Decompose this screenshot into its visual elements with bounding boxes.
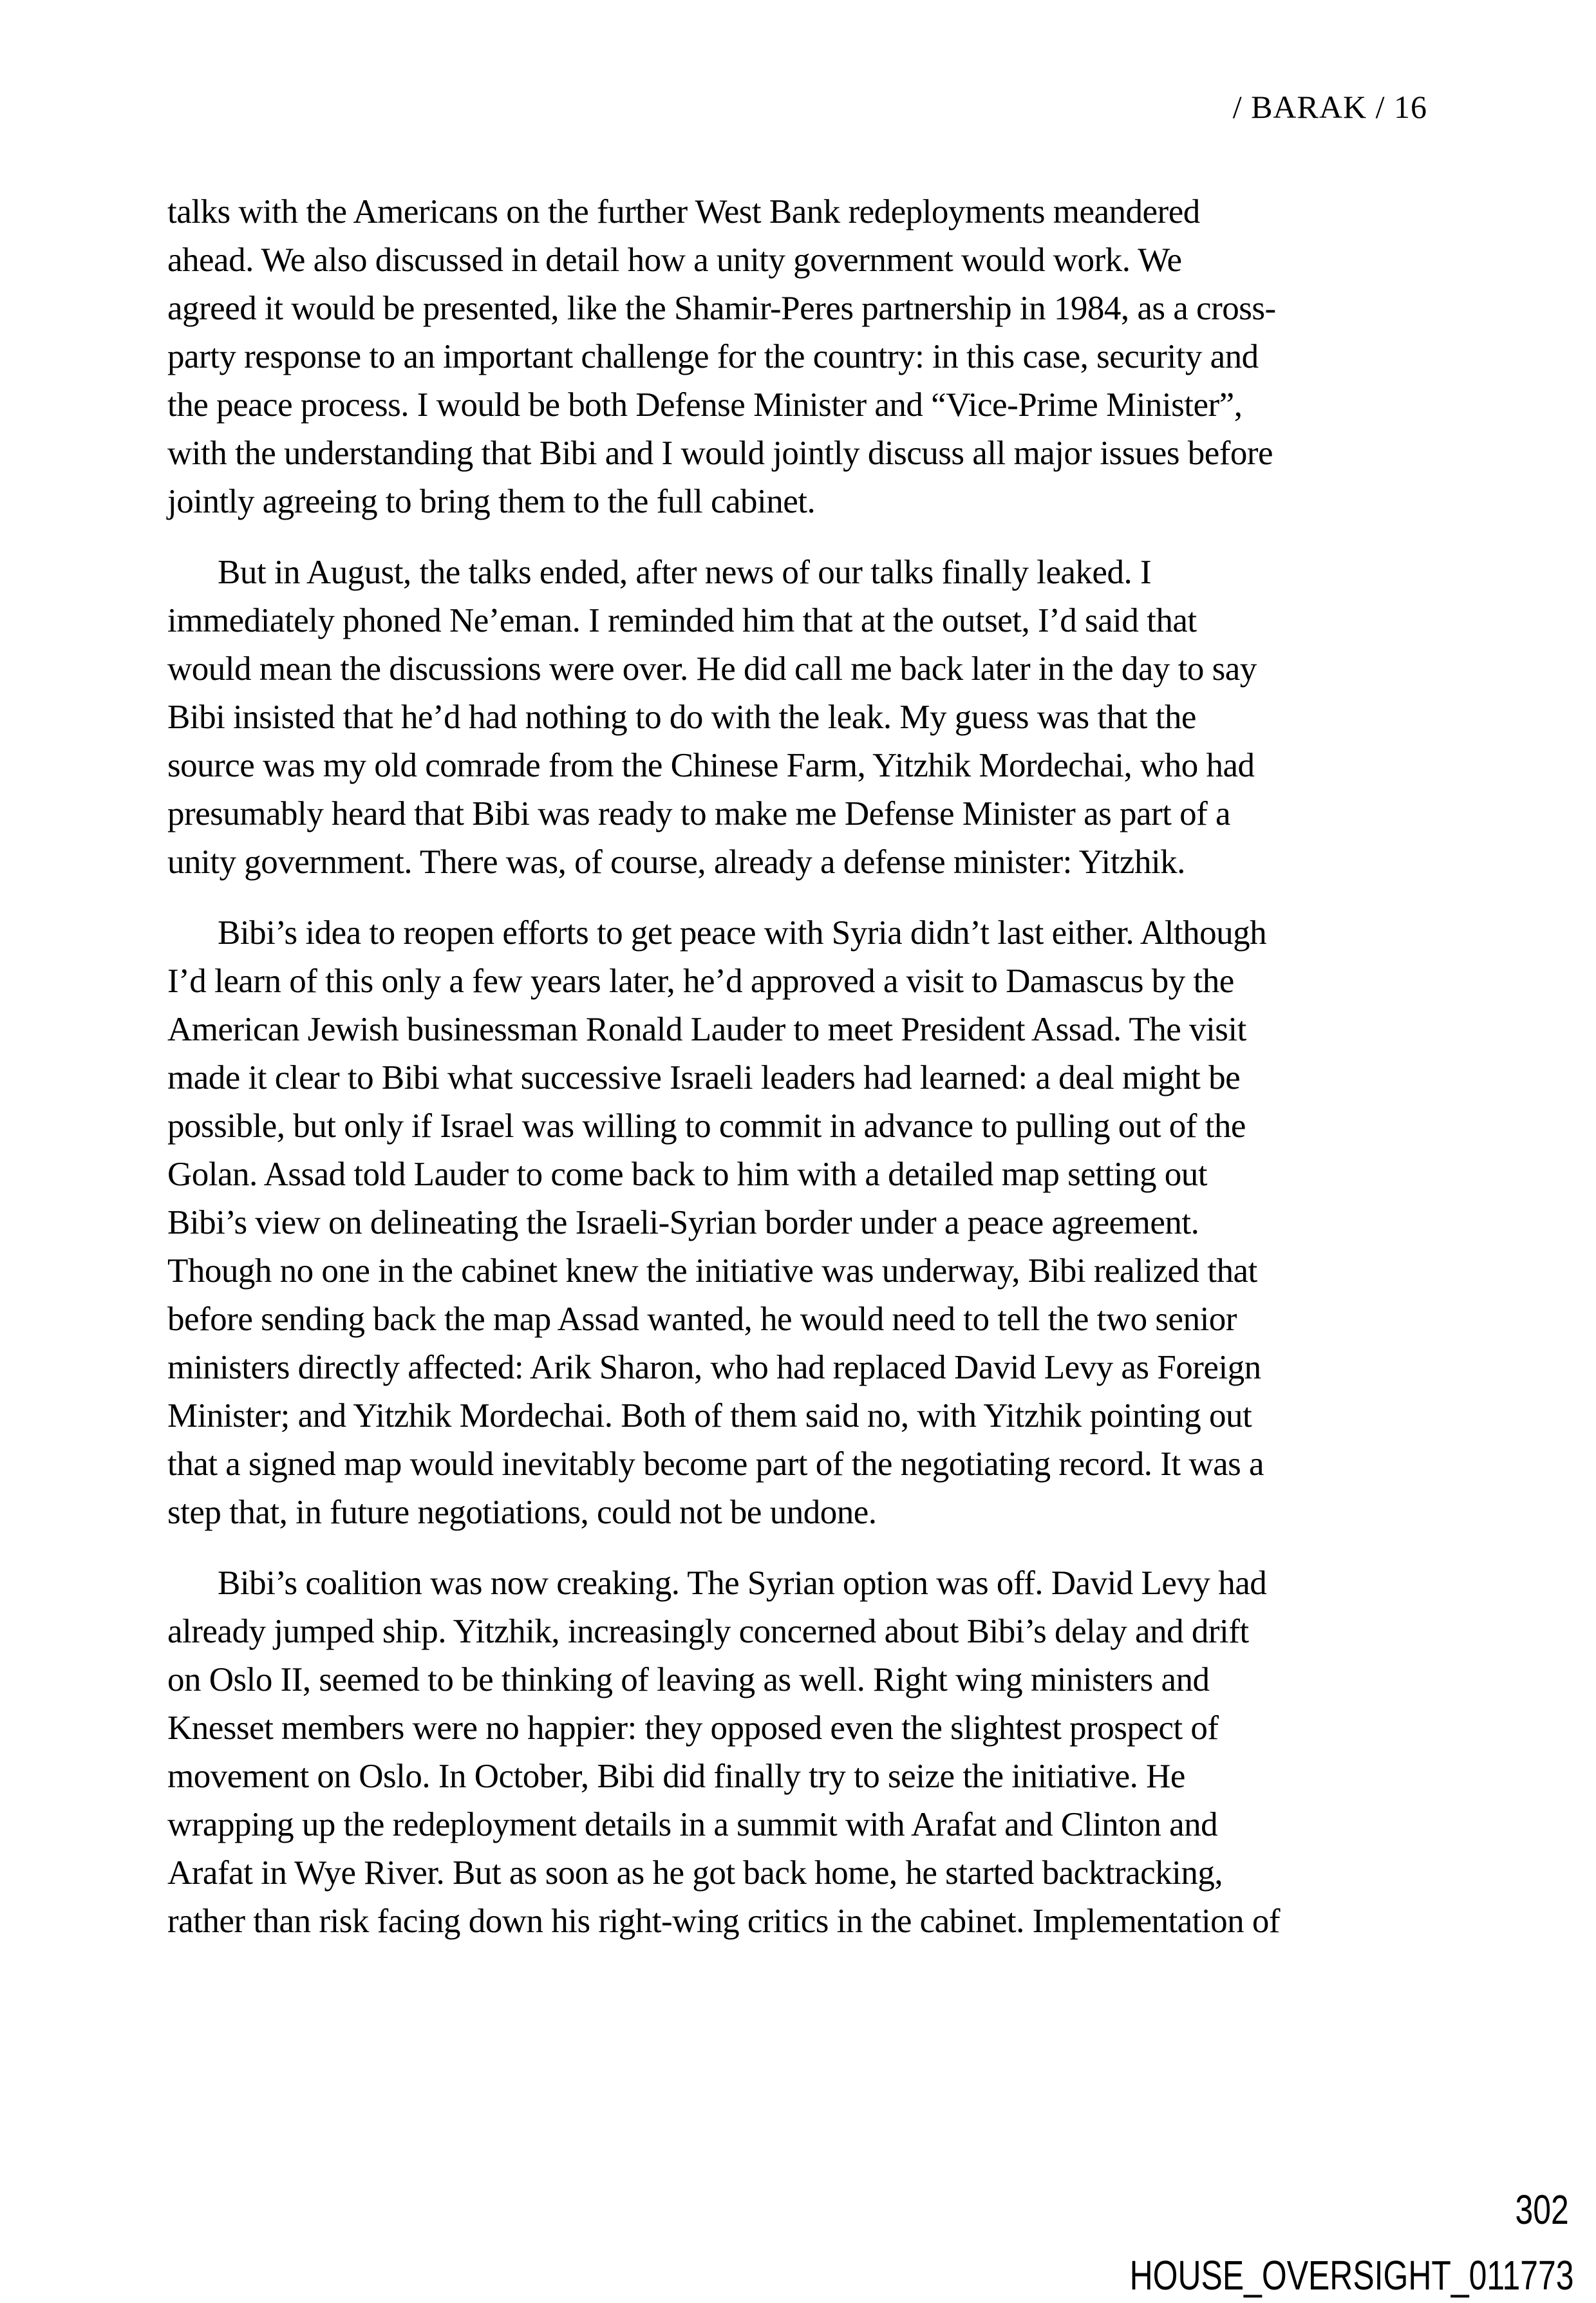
body-line: Bibi’s view on delineating the Israeli-Syrian border under a peace agreement. (167, 1204, 1199, 1241)
body-line: Bibi’s idea to reopen efforts to get peace with Syria didn’t last either. Although (218, 914, 1267, 952)
body-paragraph (167, 549, 1494, 887)
body-line: wrapping up the redeployment details in a summit with Arafat and Clinton and (167, 1806, 1218, 1843)
body-line: before sending back the map Assad wanted, he would need to tell the two senior (167, 1301, 1237, 1338)
body-line: possible, but only if Israel was willing to commit in advance to pulling out of the (167, 1107, 1246, 1145)
body-line: Minister; and Yitzhik Mordechai. Both of them said no, with Yitzhik pointing out (167, 1397, 1252, 1434)
body-line: movement on Oslo. In October, Bibi did finally try to seize the initiative. He (167, 1758, 1185, 1795)
body-line: agreed it would be presented, like the Shamir-Peres partnership in 1984, as a cross- (167, 290, 1276, 327)
body-line: Bibi insisted that he’d had nothing to do with the leak. My guess was that the (167, 699, 1196, 736)
body-line: Knesset members were no happier: they opposed even the slightest prospect of (167, 1709, 1219, 1747)
body-line: immediately phoned Ne’eman. I reminded him that at the outset, I’d said that (167, 602, 1197, 639)
body-line: ahead. We also discussed in detail how a unity government would work. We (167, 241, 1182, 279)
body-line: talks with the Americans on the further West Bank redeployments meandered (167, 193, 1200, 230)
body-line: made it clear to Bibi what successive Israeli leaders had learned: a deal might be (167, 1059, 1241, 1096)
body-line: the peace process. I would be both Defense Minister and “Vice-Prime Minister”, (167, 386, 1243, 424)
body-line: presumably heard that Bibi was ready to make me Defense Minister as part of a (167, 795, 1231, 832)
body-line: unity government. There was, of course, already a defense minister: Yitzhik. (167, 843, 1185, 881)
body-paragraph (167, 1559, 1494, 1946)
body-line: American Jewish businessman Ronald Lauder to meet President Assad. The visit (167, 1011, 1246, 1048)
body-line: source was my old comrade from the Chinese Farm, Yitzhik Mordechai, who had (167, 747, 1255, 784)
body-line: on Oslo II, seemed to be thinking of leaving as well. Right wing ministers and (167, 1661, 1210, 1698)
body-line: Though no one in the cabinet knew the initiative was underway, Bibi realized that (167, 1252, 1257, 1290)
body-line: with the understanding that Bibi and I would jointly discuss all major issues before (167, 435, 1273, 472)
body-line: Arafat in Wye River. But as soon as he got back home, he started backtracking, (167, 1854, 1223, 1892)
bates-stamp: HOUSE_OVERSIGHT_011773 (1130, 2252, 1574, 2298)
body-line: rather than risk facing down his right-wing critics in the cabinet. Implementation of (167, 1903, 1281, 1940)
body-line: Bibi’s coalition was now creaking. The Syrian option was off. David Levy had (218, 1565, 1267, 1602)
body-line: would mean the discussions were over. He did call me back later in the day to say (167, 650, 1257, 688)
body-line: But in August, the talks ended, after news of our talks finally leaked. I (218, 554, 1152, 591)
body-line: step that, in future negotiations, could not be undone. (167, 1494, 877, 1531)
body-paragraph (167, 188, 1494, 526)
body-line: ministers directly affected: Arik Sharon, who had replaced David Levy as Foreign (167, 1349, 1261, 1386)
page-number: 302 (1515, 2186, 1569, 2233)
body-line: jointly agreeing to bring them to the full cabinet. (167, 483, 816, 520)
body-line: that a signed map would inevitably become part of the negotiating record. It was a (167, 1445, 1264, 1483)
body-text (167, 188, 1494, 1946)
body-line: Golan. Assad told Lauder to come back to him with a detailed map setting out (167, 1156, 1207, 1193)
body-line: already jumped ship. Yitzhik, increasingly concerned about Bibi’s delay and drift (167, 1613, 1249, 1650)
body-paragraph (167, 909, 1494, 1537)
body-line: I’d learn of this only a few years later, he’d approved a visit to Damascus by the (167, 963, 1234, 1000)
body-line: party response to an important challenge for the country: in this case, security and (167, 338, 1259, 375)
running-header: / BARAK / 16 (1232, 89, 1427, 125)
